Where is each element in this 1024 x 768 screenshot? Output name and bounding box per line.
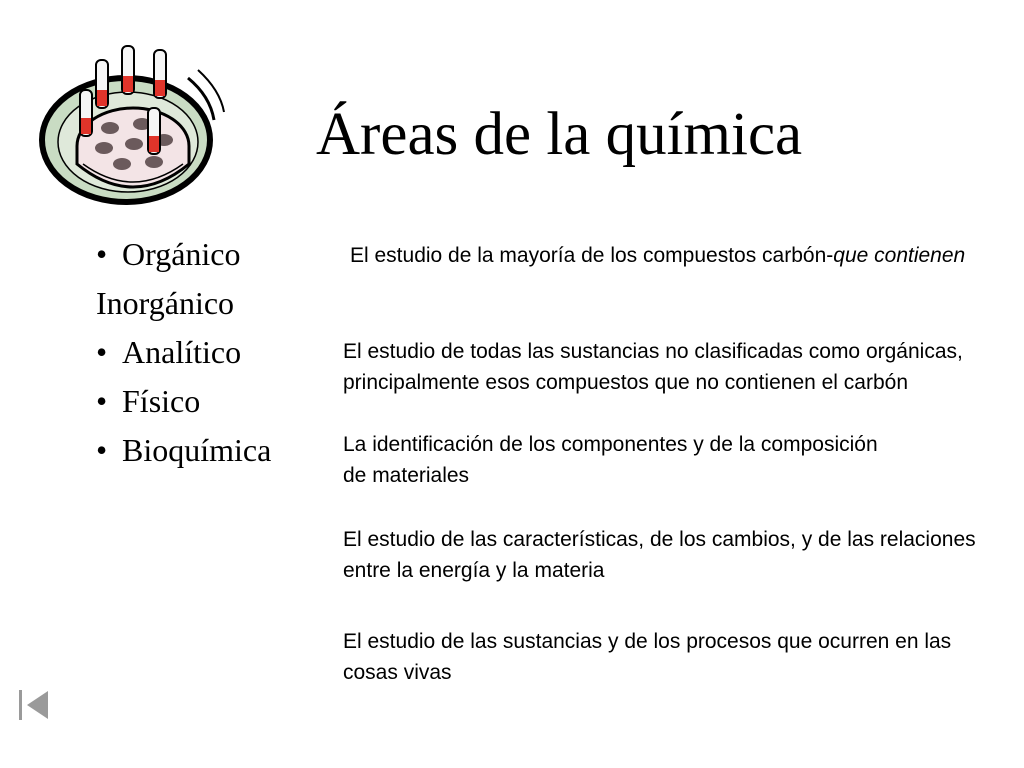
description-inorganico bbox=[343, 336, 1024, 398]
term-label: Orgánico bbox=[122, 236, 241, 272]
term-label: Bioquímica bbox=[122, 432, 272, 468]
bullet: • bbox=[96, 432, 108, 468]
term-label: Analítico bbox=[122, 334, 242, 370]
description-line: El estudio de la mayoría de los compuestos carbón-que contienen bbox=[350, 244, 966, 267]
description-line: de materiales bbox=[343, 464, 470, 487]
description-line: La identificación de los componentes y de la composición bbox=[343, 433, 878, 456]
bullet: • bbox=[96, 236, 108, 272]
description-bioquimica bbox=[343, 626, 1024, 688]
term-inorganico bbox=[96, 279, 271, 328]
first-slide-icon[interactable] bbox=[16, 688, 50, 722]
bullet: • bbox=[96, 383, 108, 419]
slide-title: Áreas de la química bbox=[316, 101, 803, 168]
description-fisico bbox=[343, 524, 1024, 586]
description-line: El estudio de las características, de los cambios, y de las relaciones bbox=[343, 528, 976, 551]
term-label: Físico bbox=[122, 383, 201, 419]
description-line: entre la energía y la materia bbox=[343, 559, 605, 582]
test-tube-rack-icon bbox=[38, 38, 230, 208]
chemistry-areas-list bbox=[96, 230, 271, 475]
term-label: Inorgánico bbox=[96, 285, 235, 321]
term-bioquimica bbox=[96, 426, 271, 475]
description-line: El estudio de las sustancias y de los procesos que ocurren en las bbox=[343, 630, 952, 653]
bullet: • bbox=[96, 334, 108, 370]
description-line: El estudio de todas las sustancias no clasificadas como orgánicas, bbox=[343, 340, 963, 363]
description-organico bbox=[350, 240, 1024, 271]
description-analitico bbox=[343, 429, 1024, 491]
term-fisico bbox=[96, 377, 271, 426]
term-organico bbox=[96, 230, 271, 279]
term-analitico bbox=[96, 328, 271, 377]
description-line: cosas vivas bbox=[343, 661, 452, 684]
description-line: principalmente esos compuestos que no contienen el carbón bbox=[343, 371, 909, 394]
description-italic: que contienen bbox=[833, 244, 966, 267]
